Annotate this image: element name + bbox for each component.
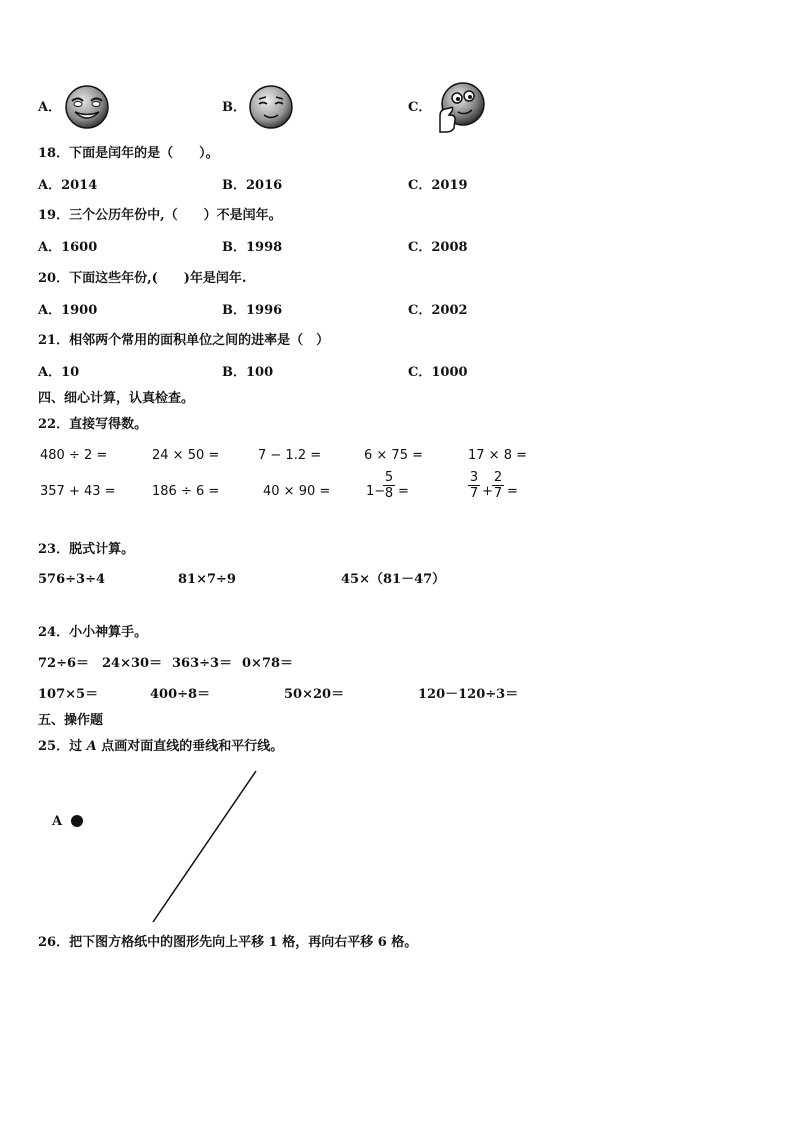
fraction-numerator: 5	[384, 470, 394, 485]
q24-stem: 24．小小神算手。	[38, 625, 148, 640]
q23-item-1: 576÷3÷4	[38, 572, 106, 587]
q24-row2-item-2: 400÷8＝	[150, 687, 211, 702]
q22-expr-9-fraction	[383, 470, 395, 501]
q21-option-a: A．10	[38, 365, 80, 380]
point-a-label: A	[52, 814, 63, 829]
q21-option-c: C．1000	[408, 365, 468, 380]
q25-stem	[38, 739, 283, 755]
q17-option-b-label: B．	[222, 100, 246, 115]
q22-expr-7: 186 ÷ 6 =	[152, 484, 220, 499]
q19-option-b: B．1998	[222, 240, 283, 255]
q19-stem: 19．三个公历年份中,（ ）不是闰年。	[38, 208, 282, 223]
q22-expr-10-fraction-a	[468, 470, 480, 501]
q18-option-c: C．2019	[408, 178, 468, 193]
q22-expr-10-fraction-b	[492, 470, 504, 501]
q17-option-a-label: A．	[38, 100, 62, 115]
q22-stem: 22．直接写得数。	[38, 417, 148, 432]
q25-stem-prefix: 25．过	[38, 739, 87, 754]
q22-expr-9-prefix: 1−	[366, 484, 386, 499]
q24-row2-item-3: 50×20＝	[284, 687, 345, 702]
q20-option-b: B．1996	[222, 303, 283, 318]
q20-option-c: C．2002	[408, 303, 468, 318]
section-4-heading: 四、细心计算，认真检查。	[38, 391, 195, 406]
q22-expr-10-equals: =	[507, 484, 518, 499]
q21-stem: 21．相邻两个常用的面积单位之间的进率是（ ）	[38, 333, 330, 348]
q18-option-b: B．2016	[222, 178, 283, 193]
content-face-icon	[248, 84, 294, 130]
given-line	[153, 771, 256, 922]
thinking-face-icon	[436, 82, 486, 134]
fraction-denominator: 7	[493, 486, 503, 501]
q20-option-a: A．1900	[38, 303, 98, 318]
q24-row1-item-2: 24×30＝	[102, 656, 163, 671]
q22-expr-5: 17 × 8 =	[468, 448, 527, 463]
q19-option-a: A．1600	[38, 240, 98, 255]
q24-row1-item-3: 363÷3＝	[172, 656, 233, 671]
q25-stem-variable: A	[86, 739, 97, 754]
q22-expr-6: 357 + 43 =	[40, 484, 116, 499]
q24-row2-item-1: 107×5＝	[38, 687, 99, 702]
q20-stem: 20．下面这些年份,( )年是闰年.	[38, 271, 247, 286]
section-5-heading: 五、操作题	[38, 713, 104, 728]
smirking-face-icon	[64, 84, 110, 130]
fraction-numerator: 3	[469, 470, 479, 485]
fraction-numerator: 2	[493, 470, 503, 485]
q24-row1-item-1: 72÷6＝	[38, 656, 90, 671]
q21-option-b: B．100	[222, 365, 274, 380]
q19-option-c: C．2008	[408, 240, 468, 255]
q23-stem: 23．脱式计算。	[38, 542, 135, 557]
q17-option-c-label: C．	[408, 100, 432, 115]
q22-expr-10-operator: +	[482, 484, 493, 499]
q22-expr-2: 24 × 50 =	[152, 448, 220, 463]
q26-stem: 26．把下图方格纸中的图形先向上平移 1 格，再向右平移 6 格。	[38, 935, 418, 950]
fraction-denominator: 7	[469, 486, 479, 501]
q22-expr-9-equals: =	[398, 484, 409, 499]
point-a-dot	[71, 815, 83, 827]
q23-item-3: 45×（81－47）	[341, 572, 446, 587]
q25-figure	[0, 760, 300, 930]
q22-expr-8: 40 × 90 =	[263, 484, 331, 499]
q22-expr-4: 6 × 75 =	[364, 448, 423, 463]
q24-row1-item-4: 0×78＝	[242, 656, 294, 671]
q18-stem: 18．下面是闰年的是（ ）。	[38, 146, 219, 161]
q24-row2-item-4: 120－120÷3＝	[418, 687, 519, 702]
q23-item-2: 81×7÷9	[178, 572, 236, 587]
fraction-denominator: 8	[384, 486, 394, 501]
q18-option-a: A．2014	[38, 178, 98, 193]
q22-expr-1: 480 ÷ 2 =	[40, 448, 108, 463]
q25-stem-suffix: 点画对面直线的垂线和平行线。	[96, 739, 284, 754]
q22-expr-3: 7 − 1.2 =	[258, 448, 322, 463]
